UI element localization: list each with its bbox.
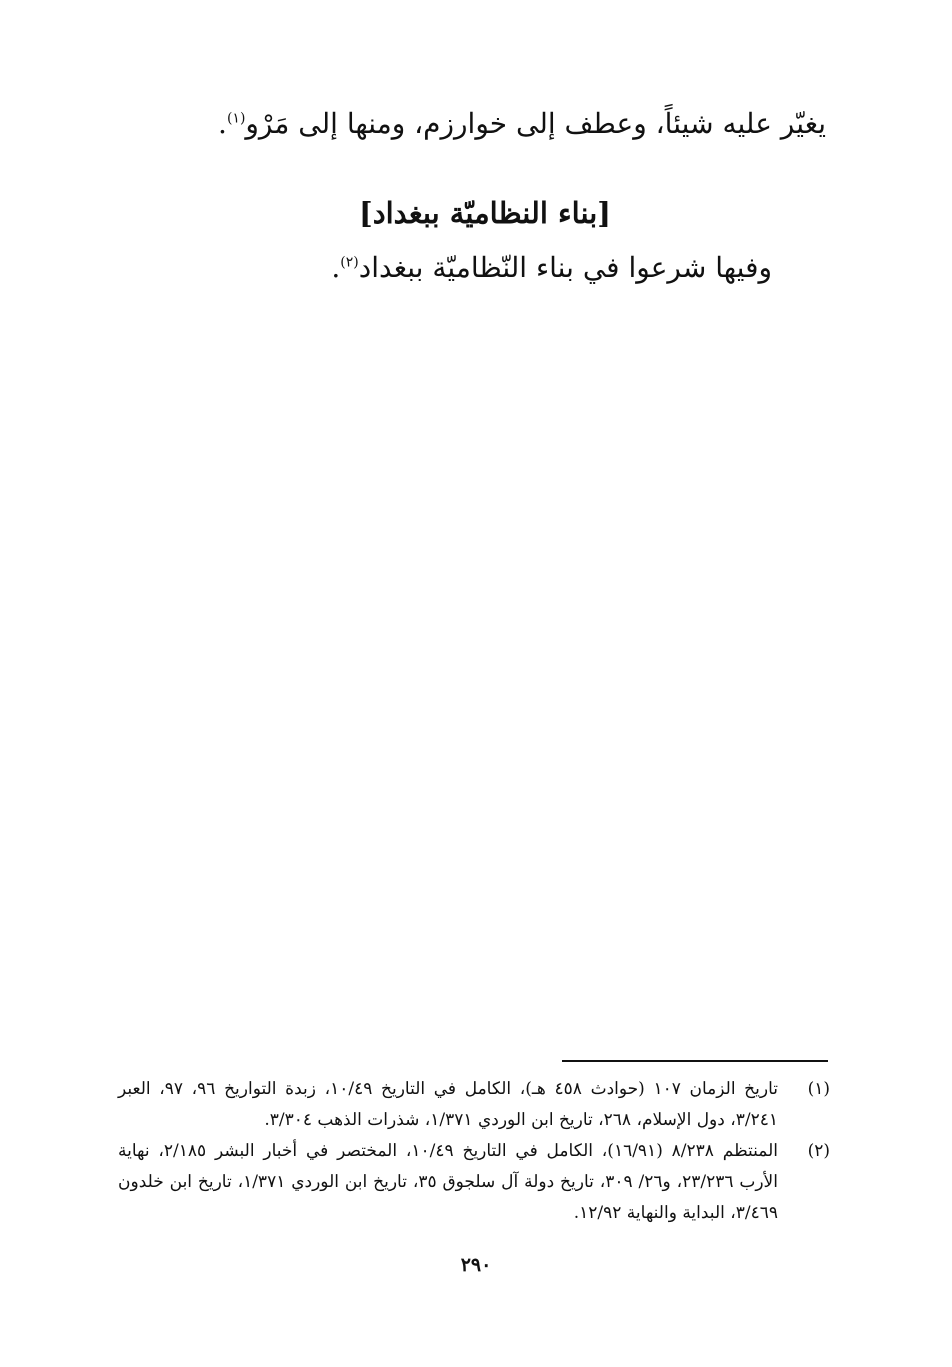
footnote-item-1	[118, 1074, 830, 1136]
page-number: ٢٩٠	[460, 1254, 492, 1276]
footnote-number: (٢)	[807, 1141, 830, 1161]
footnote-text: تاريخ الزمان ١٠٧ (حوادث ٤٥٨ هـ)، الكامل في التاريخ ١٠/٤٩، زبدة التواريخ ٩٦، ٩٧، العبر ٣/٢٤١، دول الإسلام، ٢٦٨، تاريخ ابن الوردي ١/٣٧١، شذرات الذهب ٣/٣٠٤.	[118, 1079, 779, 1130]
footnote-ref-2: (٢)	[340, 254, 359, 271]
section-heading: [بناء النظاميّة ببغداد]	[358, 196, 612, 230]
footnote-divider	[562, 1060, 828, 1062]
body-text-line-2-end: .	[331, 251, 341, 284]
body-text-line-1-end: .	[218, 107, 227, 140]
footnote-text: المنتظم ٨/٢٣٨ (١٦/٩١)، الكامل في التاريخ ١٠/٤٩، المختصر في أخبار البشر ٢/١٨٥، نهاية الأرب ٢٣/٢٣٦، و٢٦/ ٣٠٩، تاريخ دولة آل سلجوق ٣٥، تاريخ ابن الوردي ١/٣٧١، تاريخ ابن خلدون ٣/٤٦٩، البداية والنهاية ١٢/٩٢.	[118, 1141, 779, 1223]
body-text-line-2-text: وفيها شرعوا في بناء النّظاميّة ببغداد	[358, 251, 772, 284]
footnote-number: (١)	[807, 1079, 830, 1099]
footnotes	[118, 1074, 830, 1229]
body-text-line-1-text: يغيّر عليه شيئاً، وعطف إلى خوارزم، ومنها إلى مَرْو	[245, 107, 826, 140]
footnote-ref-1: (١)	[226, 110, 246, 127]
body-text-line-1	[126, 100, 826, 148]
footnote-item-2	[118, 1136, 830, 1229]
body-text-line-2	[152, 244, 772, 292]
